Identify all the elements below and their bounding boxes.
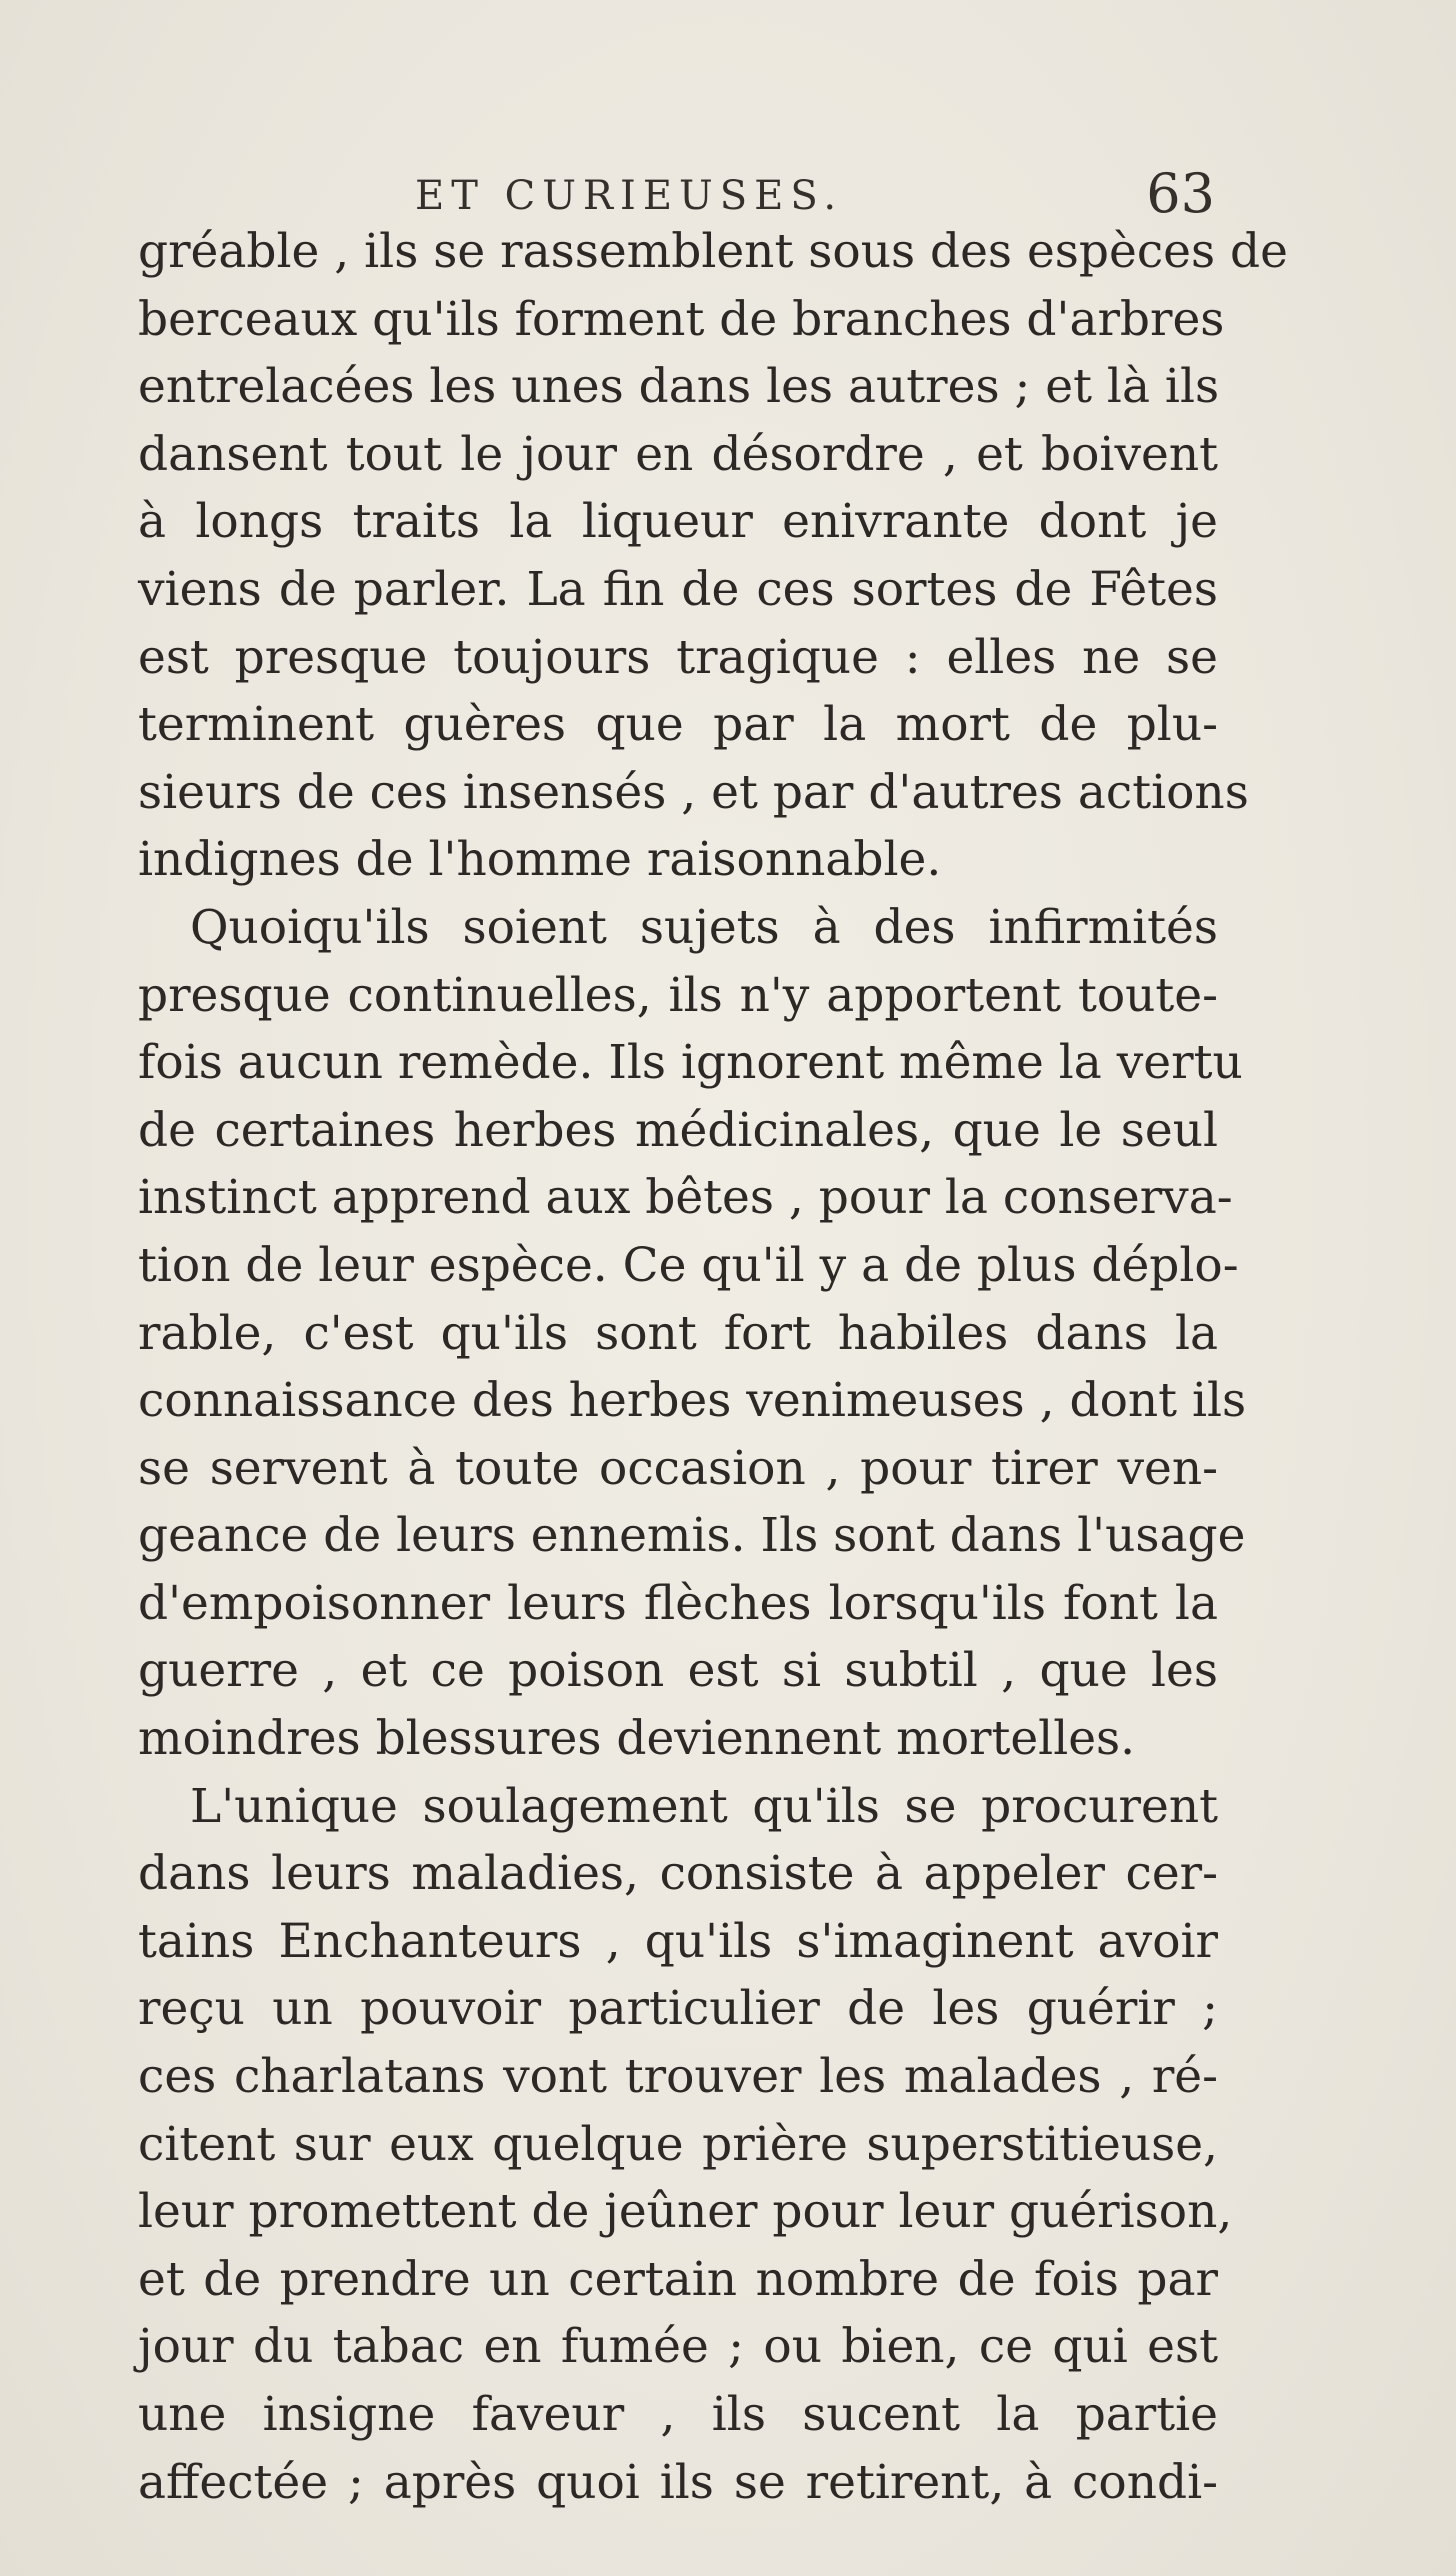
- running-head: ET CURIEUSES.: [415, 173, 844, 219]
- text-line: dans leurs maladies, consiste à appeler cer-: [138, 1846, 1218, 1902]
- page-number: 63: [1146, 162, 1215, 225]
- paragraph-end-line: indignes de l'homme raisonnable.: [138, 832, 942, 888]
- body-text: [138, 218, 1288, 2516]
- text-line: tains Enchanteurs , qu'ils s'imaginent avoir: [138, 1913, 1218, 1969]
- paragraph-end-line: moindres blessures deviennent mortelles.: [138, 1711, 1136, 1767]
- text-line: à longs traits la liqueur enivrante dont je: [138, 494, 1218, 550]
- text-line: tion de leur espèce. Ce qu'il y a de plus déplo-: [138, 1237, 1239, 1293]
- text-line: leur promettent de jeûner pour leur guérison,: [138, 2184, 1233, 2240]
- text-line: fois aucun remède. Ils ignorent même la vertu: [138, 1035, 1243, 1091]
- text-line: d'empoisonner leurs flèches lorsqu'ils font la: [138, 1575, 1218, 1631]
- text-line: reçu un pouvoir particulier de les guérir ;: [138, 1981, 1218, 2037]
- text-line: geance de leurs ennemis. Ils sont dans l'usage: [138, 1508, 1246, 1564]
- paragraph-start-line: L'unique soulagement qu'ils se procurent: [190, 1778, 1218, 1834]
- text-line: rable, c'est qu'ils sont fort habiles dans la: [138, 1305, 1218, 1361]
- text-line: dansent tout le jour en désordre , et boivent: [138, 426, 1218, 482]
- text-line: guerre , et ce poison est si subtil , que les: [138, 1643, 1218, 1699]
- text-line: ces charlatans vont trouver les malades , ré-: [138, 2049, 1218, 2105]
- text-line: affectée ; après quoi ils se retirent, à condi-: [138, 2454, 1218, 2510]
- text-line: connaissance des herbes venimeuses , dont ils: [138, 1373, 1247, 1429]
- paragraph-start-line: Quoiqu'ils soient sujets à des infirmités: [190, 899, 1218, 955]
- text-line: berceaux qu'ils forment de branches d'arbres: [138, 291, 1225, 347]
- text-line: citent sur eux quelque prière superstitieuse,: [138, 2116, 1218, 2172]
- text-line: gréable , ils se rassemblent sous des espèces de: [138, 224, 1288, 279]
- text-line: est presque toujours tragique : elles ne se: [138, 629, 1218, 685]
- text-line: de certaines herbes médicinales, que le seul: [138, 1102, 1218, 1158]
- text-line: entrelacées les unes dans les autres ; et là ils: [138, 359, 1220, 415]
- text-line: presque continuelles, ils n'y apportent toute-: [138, 967, 1218, 1023]
- text-line: une insigne faveur , ils sucent la partie: [138, 2387, 1218, 2442]
- text-line: et de prendre un certain nombre de fois par: [138, 2251, 1218, 2307]
- text-line: sieurs de ces insensés , et par d'autres actions: [138, 764, 1249, 820]
- text-line: viens de parler. La fin de ces sortes de Fêtes: [138, 561, 1218, 617]
- text-line: se servent à toute occasion , pour tirer ven-: [138, 1440, 1218, 1496]
- page-header: [415, 162, 1215, 225]
- text-line: jour du tabac en fumée ; ou bien, ce qui est: [138, 2319, 1218, 2375]
- text-line: terminent guères que par la mort de plu-: [138, 697, 1218, 753]
- text-line: instinct apprend aux bêtes , pour la conserva-: [138, 1170, 1233, 1226]
